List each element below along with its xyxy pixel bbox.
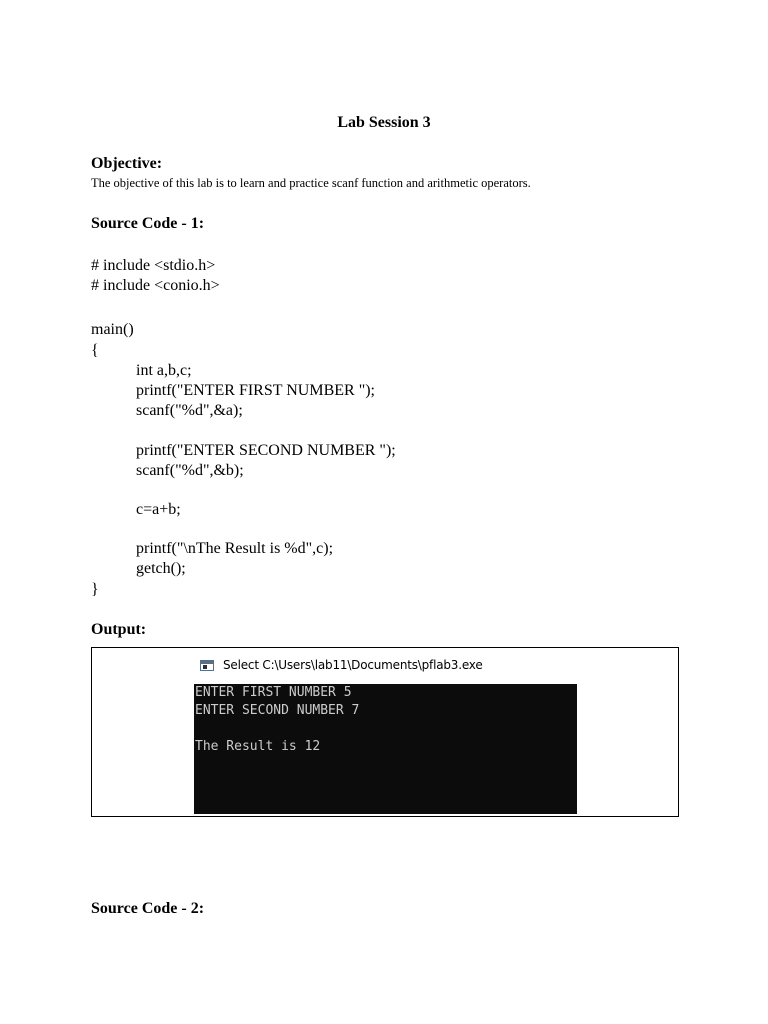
code-line: { bbox=[91, 342, 99, 359]
code-line: main() bbox=[91, 321, 134, 338]
code-line: } bbox=[91, 581, 99, 598]
source-code-1-heading: Source Code - 1: bbox=[91, 215, 205, 232]
output-screenshot-frame bbox=[91, 647, 679, 817]
console-screen bbox=[194, 684, 577, 814]
console-line: The Result is 12 bbox=[195, 739, 321, 754]
code-line: getch(); bbox=[136, 560, 186, 577]
code-line: scanf("%d",&b); bbox=[136, 462, 244, 479]
code-line: int a,b,c; bbox=[136, 362, 192, 379]
code-line: printf("ENTER SECOND NUMBER "); bbox=[136, 442, 396, 459]
output-heading: Output: bbox=[91, 621, 147, 638]
code-line: c=a+b; bbox=[136, 501, 181, 518]
code-line: printf("ENTER FIRST NUMBER "); bbox=[136, 382, 375, 399]
console-line: ENTER SECOND NUMBER 7 bbox=[195, 703, 360, 718]
console-titlebar bbox=[200, 655, 483, 675]
objective-text: The objective of this lab is to learn and practice scanf function and arithmetic operators. bbox=[91, 176, 531, 190]
code-line: # include <conio.h> bbox=[91, 277, 220, 294]
objective-heading: Objective: bbox=[91, 155, 163, 172]
code-line: printf("\nThe Result is %d",c); bbox=[136, 540, 334, 557]
code-line: scanf("%d",&a); bbox=[136, 402, 243, 419]
console-line: ENTER FIRST NUMBER 5 bbox=[195, 685, 352, 700]
page-title: Lab Session 3 bbox=[337, 114, 431, 131]
code-line: # include <stdio.h> bbox=[91, 257, 216, 274]
console-window-title: Select C:\Users\lab11\Documents\pflab3.exe bbox=[223, 658, 483, 672]
source-code-2-heading: Source Code - 2: bbox=[91, 900, 205, 917]
console-window-icon bbox=[200, 660, 214, 671]
